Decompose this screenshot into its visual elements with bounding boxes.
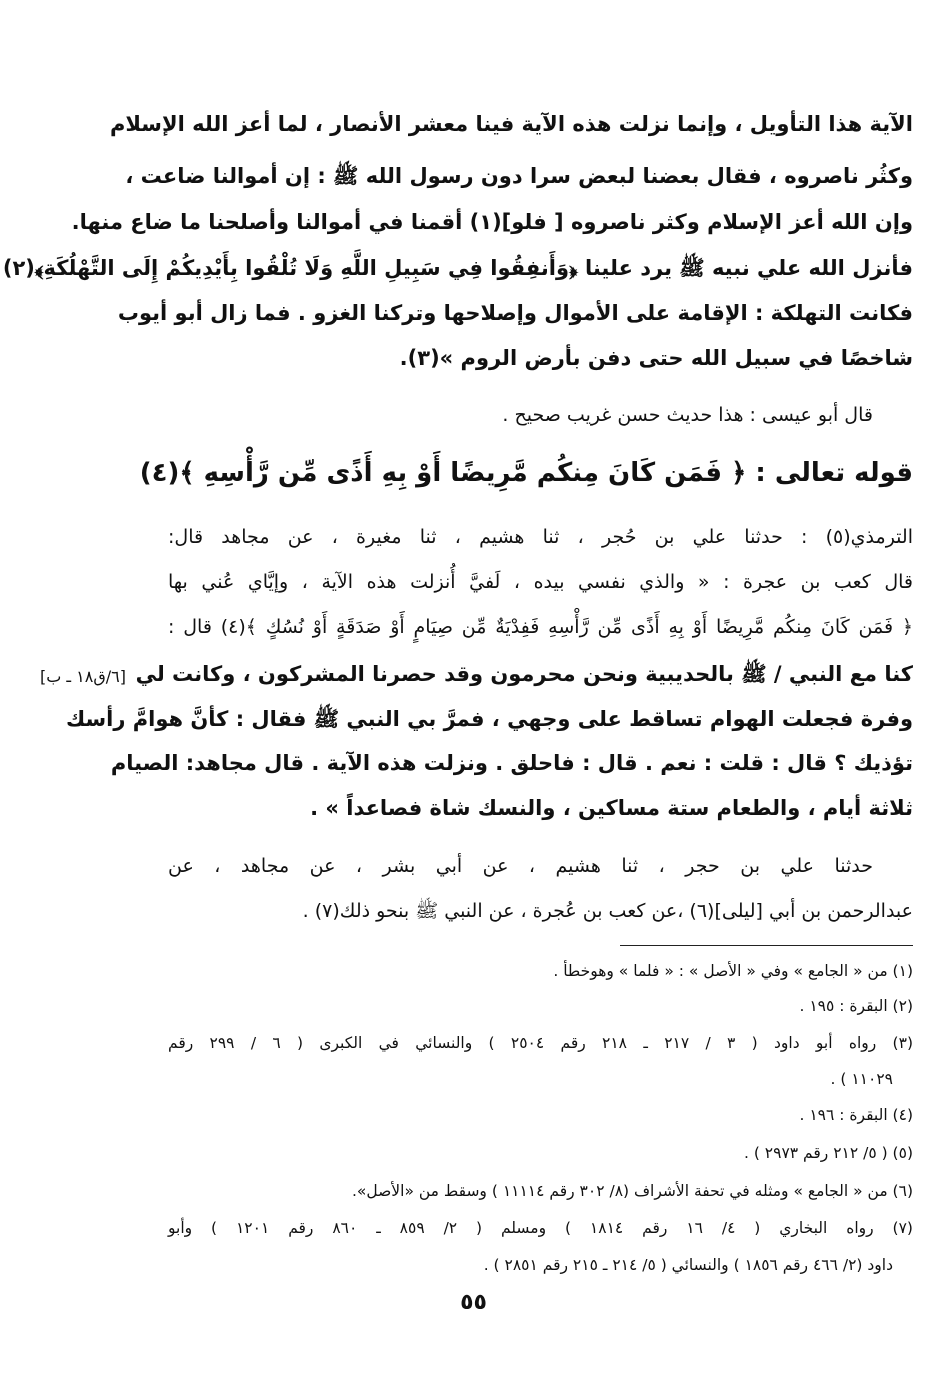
- body-line: قال كعب بن عجرة : « والذي نفسي بيده ، لَفيَّ أُنزلت هذه الآية ، وإيَّاي عُني بها: [168, 571, 913, 593]
- body-line: ثلاثة أيام ، والطعام ستة مساكين ، والنسك شاة فصاعداً » .: [310, 796, 913, 820]
- body-line: فكانت التهلكة : الإقامة على الأموال وإصلاحها وتركنا الغزو . فما زال أبو أيوب: [117, 301, 913, 325]
- page-number: ٥٥: [460, 1290, 487, 1315]
- footnote: ١١٠٢٩ ) .: [830, 1070, 893, 1088]
- footnote-separator: [620, 945, 913, 946]
- abu-isa-line: قال أبو عيسى : هذا حديث حسن غريب صحيح .: [502, 404, 873, 426]
- footnote: (١) من « الجامع » وفي « الأصل » : « فلما » وهوخطأ .: [553, 962, 913, 980]
- body-line: عبدالرحمن بن أبي [ليلى](٦) ،عن كعب بن عُجرة ، عن النبي ﷺ بنحو ذلك(٧) .: [302, 900, 913, 922]
- manuscript-folio-note: [٦/ق١٨ ـ ب]: [40, 667, 127, 686]
- body-line: الآية هذا التأويل ، وإنما نزلت هذه الآية فينا معشر الأنصار ، لما أعز الله الإسلام: [109, 112, 913, 136]
- footnote: (٥) ( ٥/ ٢١٢ رقم ٢٩٧٣ ) .: [743, 1144, 913, 1162]
- footnote: (٢) البقرة : ١٩٥ .: [799, 997, 913, 1015]
- body-line: وكثُر ناصروه ، فقال بعضنا لبعض سرا دون رسول الله ﷺ : إن أموالنا ضاعت ،: [125, 164, 913, 188]
- body-line: فأنزل الله علي نبيه ﷺ يرد علينا ﴿وَأَنفِقُوا فِي سَبِيلِ اللَّهِ وَلَا تُلْقُوا بِأَيْدِيكُمْ إِلَى التَّهْلُكَةِ﴾(٢): [2, 256, 913, 280]
- verse-heading: قوله تعالى : ﴿ فَمَن كَانَ مِنكُم مَّرِيضًا أَوْ بِهِ أَذًى مِّن رَّأْسِهِ ﴾(٤): [139, 458, 913, 488]
- body-line: الترمذي(٥) : حدثنا علي بن حُجر ، ثنا هشيم ، ثنا مغيرة ، عن مجاهد قال:: [168, 526, 913, 548]
- body-line: وإن الله أعز الإسلام وكثر ناصروه [ فلو](١) أقمنا في أموالنا وأصلحنا ما ضاع منها.: [71, 210, 913, 234]
- footnote: (٤) البقرة : ١٩٦ .: [799, 1106, 913, 1124]
- footnote: (٦) من « الجامع » ومثله في تحفة الأشراف (٨/ ٣٠٢ رقم ١١١١٤ ) وسقط من «الأصل».: [352, 1182, 913, 1200]
- body-line: وفرة فجعلت الهوام تساقط على وجهي ، فمرَّ بي النبي ﷺ فقال : كأنَّ هوامَّ رأسك: [65, 707, 913, 731]
- body-line: حدثنا علي بن حجر ، ثنا هشيم ، عن أبي بشر ، عن مجاهد ، عن: [168, 855, 873, 877]
- footnote: (٧) رواه البخاري ( ٤/ ١٦ رقم ١٨١٤ ) ومسلم ( ٢/ ٨٥٩ ـ ٨٦٠ رقم ١٢٠١ ) وأبو: [168, 1219, 913, 1237]
- body-line: كنا مع النبي / ﷺ بالحديبية ونحن محرمون وقد حصرنا المشركون ، وكانت لي: [135, 662, 913, 686]
- footnote: داود (٢/ ٤٦٦ رقم ١٨٥٦ ) والنسائي ( ٥/ ٢١٤ ـ ٢١٥ رقم ٢٨٥١ ) .: [483, 1256, 893, 1274]
- footnote: (٣) رواه أبو داود ( ٣ / ٢١٧ ـ ٢١٨ رقم ٢٥٠٤ ) والنسائي في الكبرى ( ٦ / ٢٩٩ رقم: [168, 1034, 913, 1052]
- body-line: شاخصًا في سبيل الله حتى دفن بأرض الروم »(٣).: [399, 346, 913, 370]
- body-line: تؤذيك ؟ قال : قلت : نعم . قال : فاحلق . ونزلت هذه الآية . قال مجاهد: الصيام: [110, 751, 913, 775]
- body-line: ﴿ فَمَن كَانَ مِنكُم مَّرِيضًا أَوْ بِهِ أَذًى مِّن رَّأْسِهِ فَفِدْيَةٌ مِّن صِيَامٍ أَوْ صَدَقَةٍ أَوْ نُسُكٍ ﴾(٤) قال :: [168, 616, 913, 638]
